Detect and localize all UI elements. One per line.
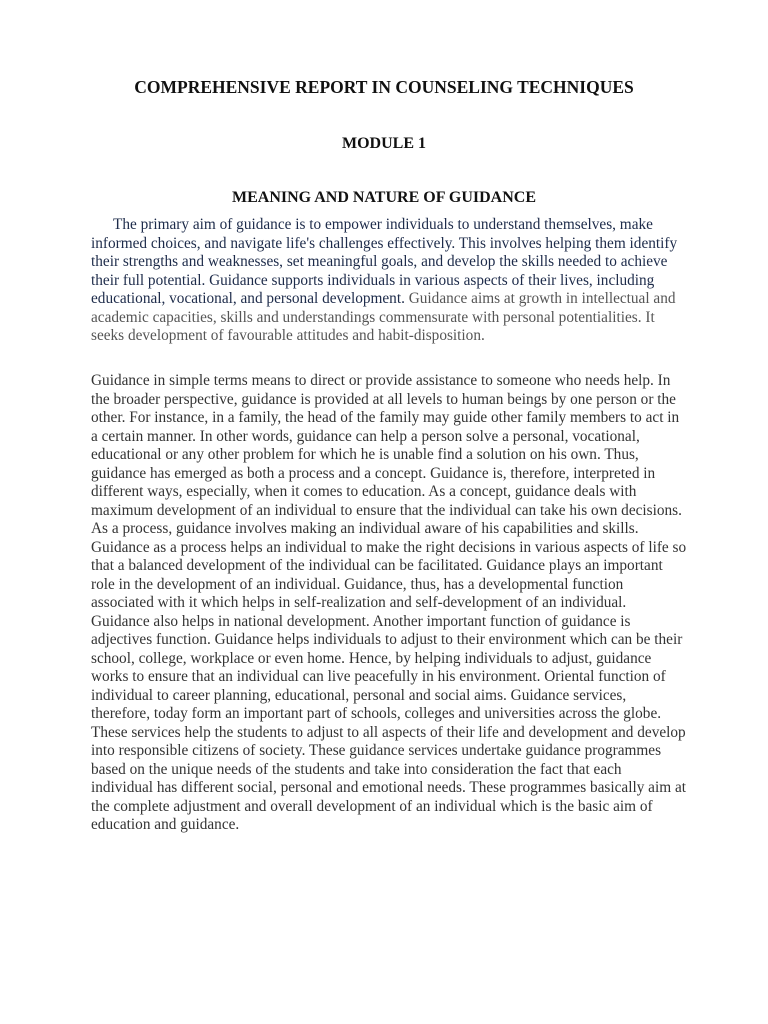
- paragraph-intro: [91, 216, 687, 346]
- document-title: COMPREHENSIVE REPORT IN COUNSELING TECHNIQUES: [134, 77, 634, 97]
- paragraph-intro-rest: Guidance aims at growth in intellectual and academic capacities, skills and understandings commensurate with personal potentialities. It seeks development of favourable attitudes and habit-disposition.: [91, 290, 676, 344]
- section-heading: MEANING AND NATURE OF GUIDANCE: [231, 189, 536, 206]
- module-heading: MODULE 1: [342, 135, 426, 152]
- paragraph-body: Guidance in simple terms means to direct or provide assistance to someone who needs help. In the broader perspective, guidance is provided at all levels to human beings by one person or the other. For instance, in a family, the head of the family may guide other family members to act in a certain manner. In other words, guidance can help a person solve a personal, vocational, educational or any other problem for which he is unable find a solution on his own. Thus, guidance has emerged as both a process and a concept. Guidance is, therefore, interpreted in different ways, especially, when it comes to education. As a concept, guidance deals with maximum development of an individual to ensure that the individual can take his own decisions. As a process, guidance involves making an individual aware of his capabilities and skills. Guidance as a process helps an individual to make the right decisions in various aspects of life so that a balanced development of the individual can be facilitated. Guidance plays an important role in the development of an individual. Guidance, thus, has a developmental function associated with it which helps in self-realization and self-development of an individual. Guidance also helps in national development. Another important function of guidance is adjectives function. Guidance helps individuals to adjust to their environment which can be their school, college, workplace or even home. Hence, by helping individuals to adjust, guidance works to ensure that an individual can live peacefully in his environment. Oriental function of individual to career planning, educational, personal and social aims. Guidance services, therefore, today form an important part of schools, colleges and universities across the globe. These services help the students to adjust to all aspects of their life and development and develop into responsible citizens of society. These guidance services undertake guidance programmes based on the unique needs of the students and take into consideration the fact that each individual has different social, personal and emotional needs. These programmes basically aim at the complete adjustment and overall development of an individual which is the basic aim of education and guidance.: [91, 372, 687, 833]
- paragraph-intro-highlighted: The primary aim of guidance is to empower individuals to understand themselves, make informed choices, and navigate life's challenges effectively. This involves helping them identify their strengths and weaknesses, set meaningful goals, and develop the skills needed to achieve their full potential. Guidance supports individuals in various aspects of their lives, including educational, vocational, and personal development.: [91, 216, 678, 307]
